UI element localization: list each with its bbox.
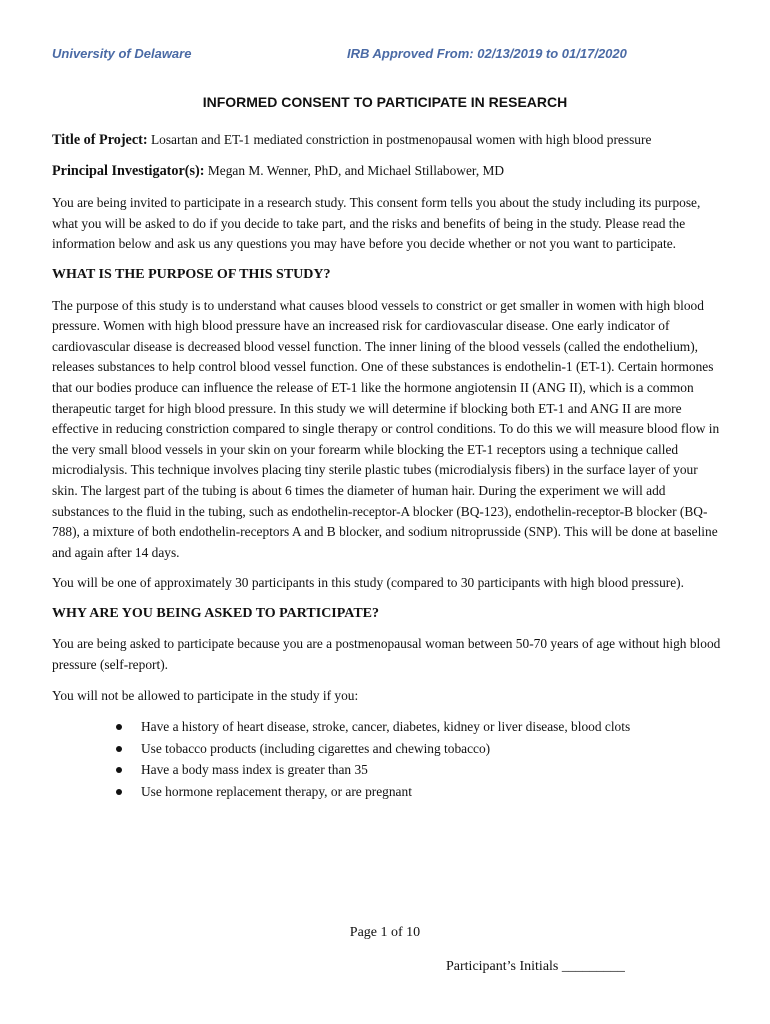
- investigators-value: Megan M. Wenner, PhD, and Michael Stillabower, MD: [207, 162, 505, 178]
- page-header: [52, 46, 718, 68]
- investigators-line: [52, 161, 722, 182]
- exclusion-intro: You will not be allowed to participate in the study if you:: [52, 687, 359, 703]
- institution-name: University of Delaware: [52, 46, 192, 61]
- exclusion-list: [52, 716, 722, 802]
- list-item: Have a history of heart disease, stroke, cancer, diabetes, kidney or liver disease, blood clots: [114, 716, 722, 738]
- document-body: [52, 130, 722, 802]
- investigators-label: Principal Investigator(s):: [52, 162, 205, 179]
- page-number: Page 1 of 10: [349, 925, 421, 940]
- purpose-paragraph: The purpose of this study is to understand what causes blood vessels to constrict or get smaller in women with high blood pressure. Women with high blood pressure have an increased risk for cardiovascular disease. One early indicator of cardiovascular disease is decreased blood vessel function. The inner lining of the blood vessels (called the endothelium), releases substances to help control blood vessel function. One of these substances is endothelin-1 (ET-1). Certain hormones that our bodies produce can influence the release of ET-1 like the hormone angiotensin II (ANG II), which is a common therapeutic target for high blood pressure. In this study we will determine if blocking both ET-1 and ANG II are more effective in reducing constriction compared to single therapy or control conditions. To do this we will measure blood flow in the very small blood vessels in your skin on your forearm while blocking the ET-1 receptors using a technique called microdialysis. This technique involves placing tiny sterile plastic tubes (microdialysis fibers) in the surface layer of your skin. The largest part of the tubing is about 6 times the diameter of human hair. During the experiment we will add substances to the fluid in the tubing, such as endothelin-receptor-A blocker (BQ-123), endothelin-receptor-B blocker (BQ-788), a mixture of both endothelin-receptors A and B blocker, and sodium nitroprusside (SNP). This will be done at baseline and again after 14 days.: [52, 297, 720, 560]
- project-title-line: [52, 130, 722, 151]
- intro-paragraph: You are being invited to participate in a research study. This consent form tells you about the study including its purpose, what you will be asked to do if you decide to take part, and the risks and benefits of being in the study. Please read the information below and ask us any questions you may have before you decide whether or not you want to participate.: [52, 195, 701, 252]
- list-item: Use hormone replacement therapy, or are pregnant: [114, 781, 722, 803]
- participant-count-paragraph: You will be one of approximately 30 participants in this study (compared to 30 participants with high blood pressure).: [52, 575, 684, 591]
- purpose-heading: WHAT IS THE PURPOSE OF THIS STUDY?: [52, 266, 331, 282]
- participant-initials-line: Participant’s Initials _________: [446, 959, 625, 974]
- why-heading: WHY ARE YOU BEING ASKED TO PARTICIPATE?: [52, 605, 380, 621]
- project-title-label: Title of Project:: [52, 132, 148, 148]
- project-title-value: Losartan and ET-1 mediated constriction in postmenopausal women with high blood pressure: [150, 132, 652, 147]
- list-item: Have a body mass index is greater than 35: [114, 759, 722, 781]
- irb-approval-dates: IRB Approved From: 02/13/2019 to 01/17/2020: [347, 46, 627, 61]
- list-item: Use tobacco products (including cigarettes and chewing tobacco): [114, 738, 722, 760]
- document-title: INFORMED CONSENT TO PARTICIPATE IN RESEARCH: [202, 94, 568, 110]
- eligibility-paragraph: You are being asked to participate because you are a postmenopausal woman between 50-70 years of age without high blood pressure (self-report).: [52, 636, 721, 673]
